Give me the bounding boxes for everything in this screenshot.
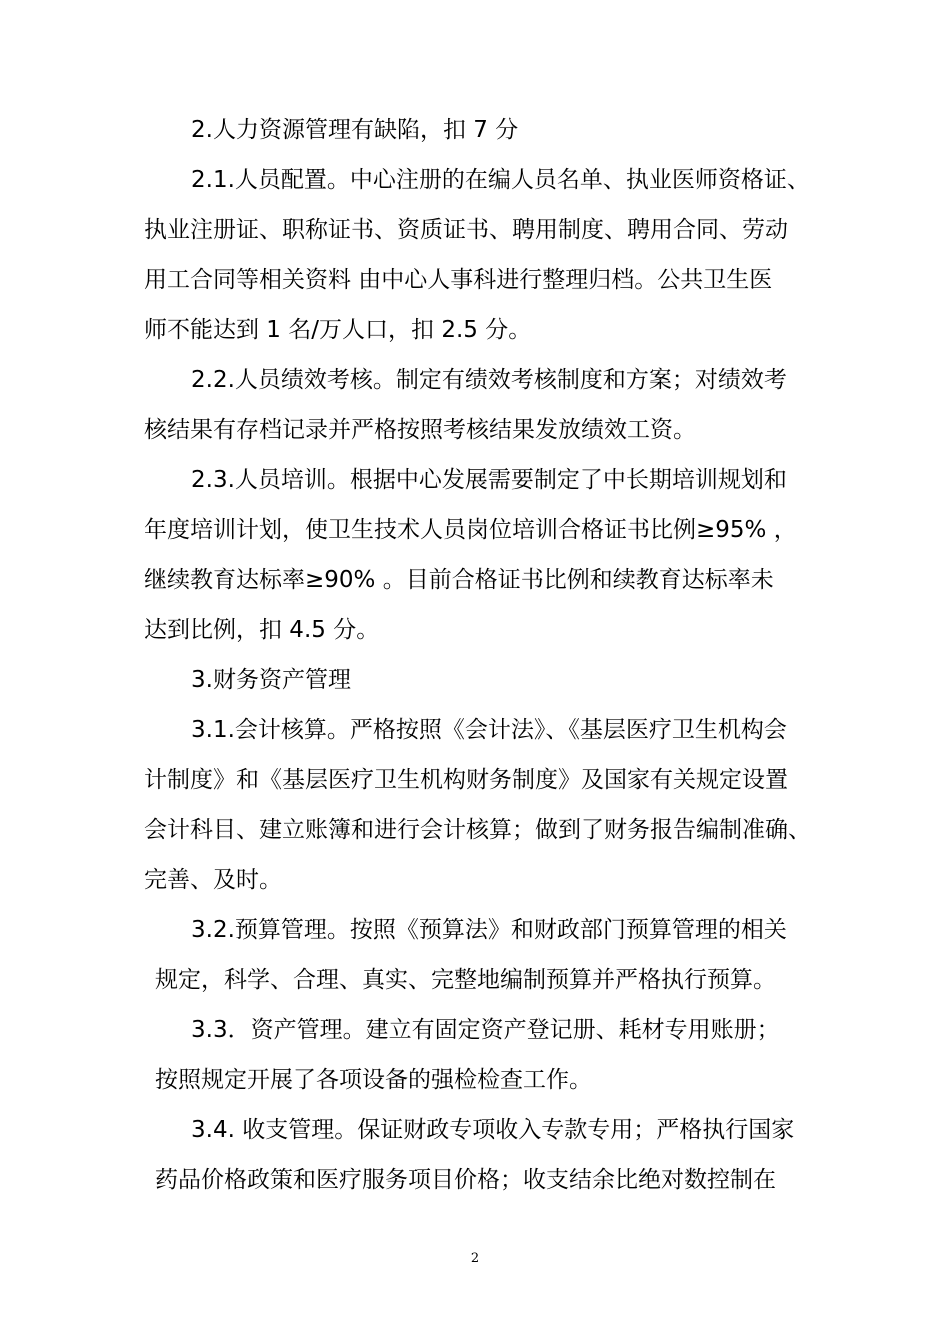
text-line: 3.2.预算管理。按照《预算法》和财政部门预算管理的相关 [191,917,787,943]
text-line: 完善、及时。 [144,867,282,893]
text-line: 药品价格政策和医疗服务项目价格；收支结余比绝对数控制在 [155,1167,776,1193]
text-line: 2.人力资源管理有缺陷，扣 7 分 [191,117,519,143]
text-line: 按照规定开展了各项设备的强检检查工作。 [155,1067,592,1093]
page-number: 2 [470,1251,480,1266]
text-line: 3.3．资产管理。建立有固定资产登记册、耗材专用账册； [191,1017,780,1043]
text-line: 2.3.人员培训。根据中心发展需要制定了中长期培训规划和 [191,467,787,493]
text-line: 3.1.会计核算。严格按照《会计法》、《基层医疗卫生机构会 [191,717,787,743]
text-line: 师不能达到 1 名/万人口，扣 2.5 分。 [144,317,532,343]
text-line: 继续教育达标率≥90% 。目前合格证书比例和续教育达标率未 [144,567,774,593]
text-line: 达到比例，扣 4.5 分。 [144,617,380,643]
text-line: 规定，科学、合理、真实、完整地编制预算并严格执行预算。 [155,967,776,993]
section-heading: 3.财务资产管理 [191,667,351,693]
text-line: 年度培训计划，使卫生技术人员岗位培训合格证书比例≥95% ， [144,517,797,543]
text-line: 2.2.人员绩效考核。制定有绩效考核制度和方案；对绩效考 [191,367,787,393]
text-line: 2.1.人员配置。中心注册的在编人员名单、执业医师资格证、 [191,167,810,193]
text-line: 用工合同等相关资料 由中心人事科进行整理归档。公共卫生医 [144,267,773,293]
text-line: 3.4. 收支管理。保证财政专项收入专款专用；严格执行国家 [191,1117,795,1143]
text-line: 核结果有存档记录并严格按照考核结果发放绩效工资。 [144,417,696,443]
text-line: 执业注册证、职称证书、资质证书、聘用制度、聘用合同、劳动 [144,217,788,243]
text-line: 会计科目、建立账簿和进行会计核算；做到了财务报告编制准确、 [144,817,811,843]
text-line: 计制度》和《基层医疗卫生机构财务制度》及国家有关规定设置 [144,767,788,793]
